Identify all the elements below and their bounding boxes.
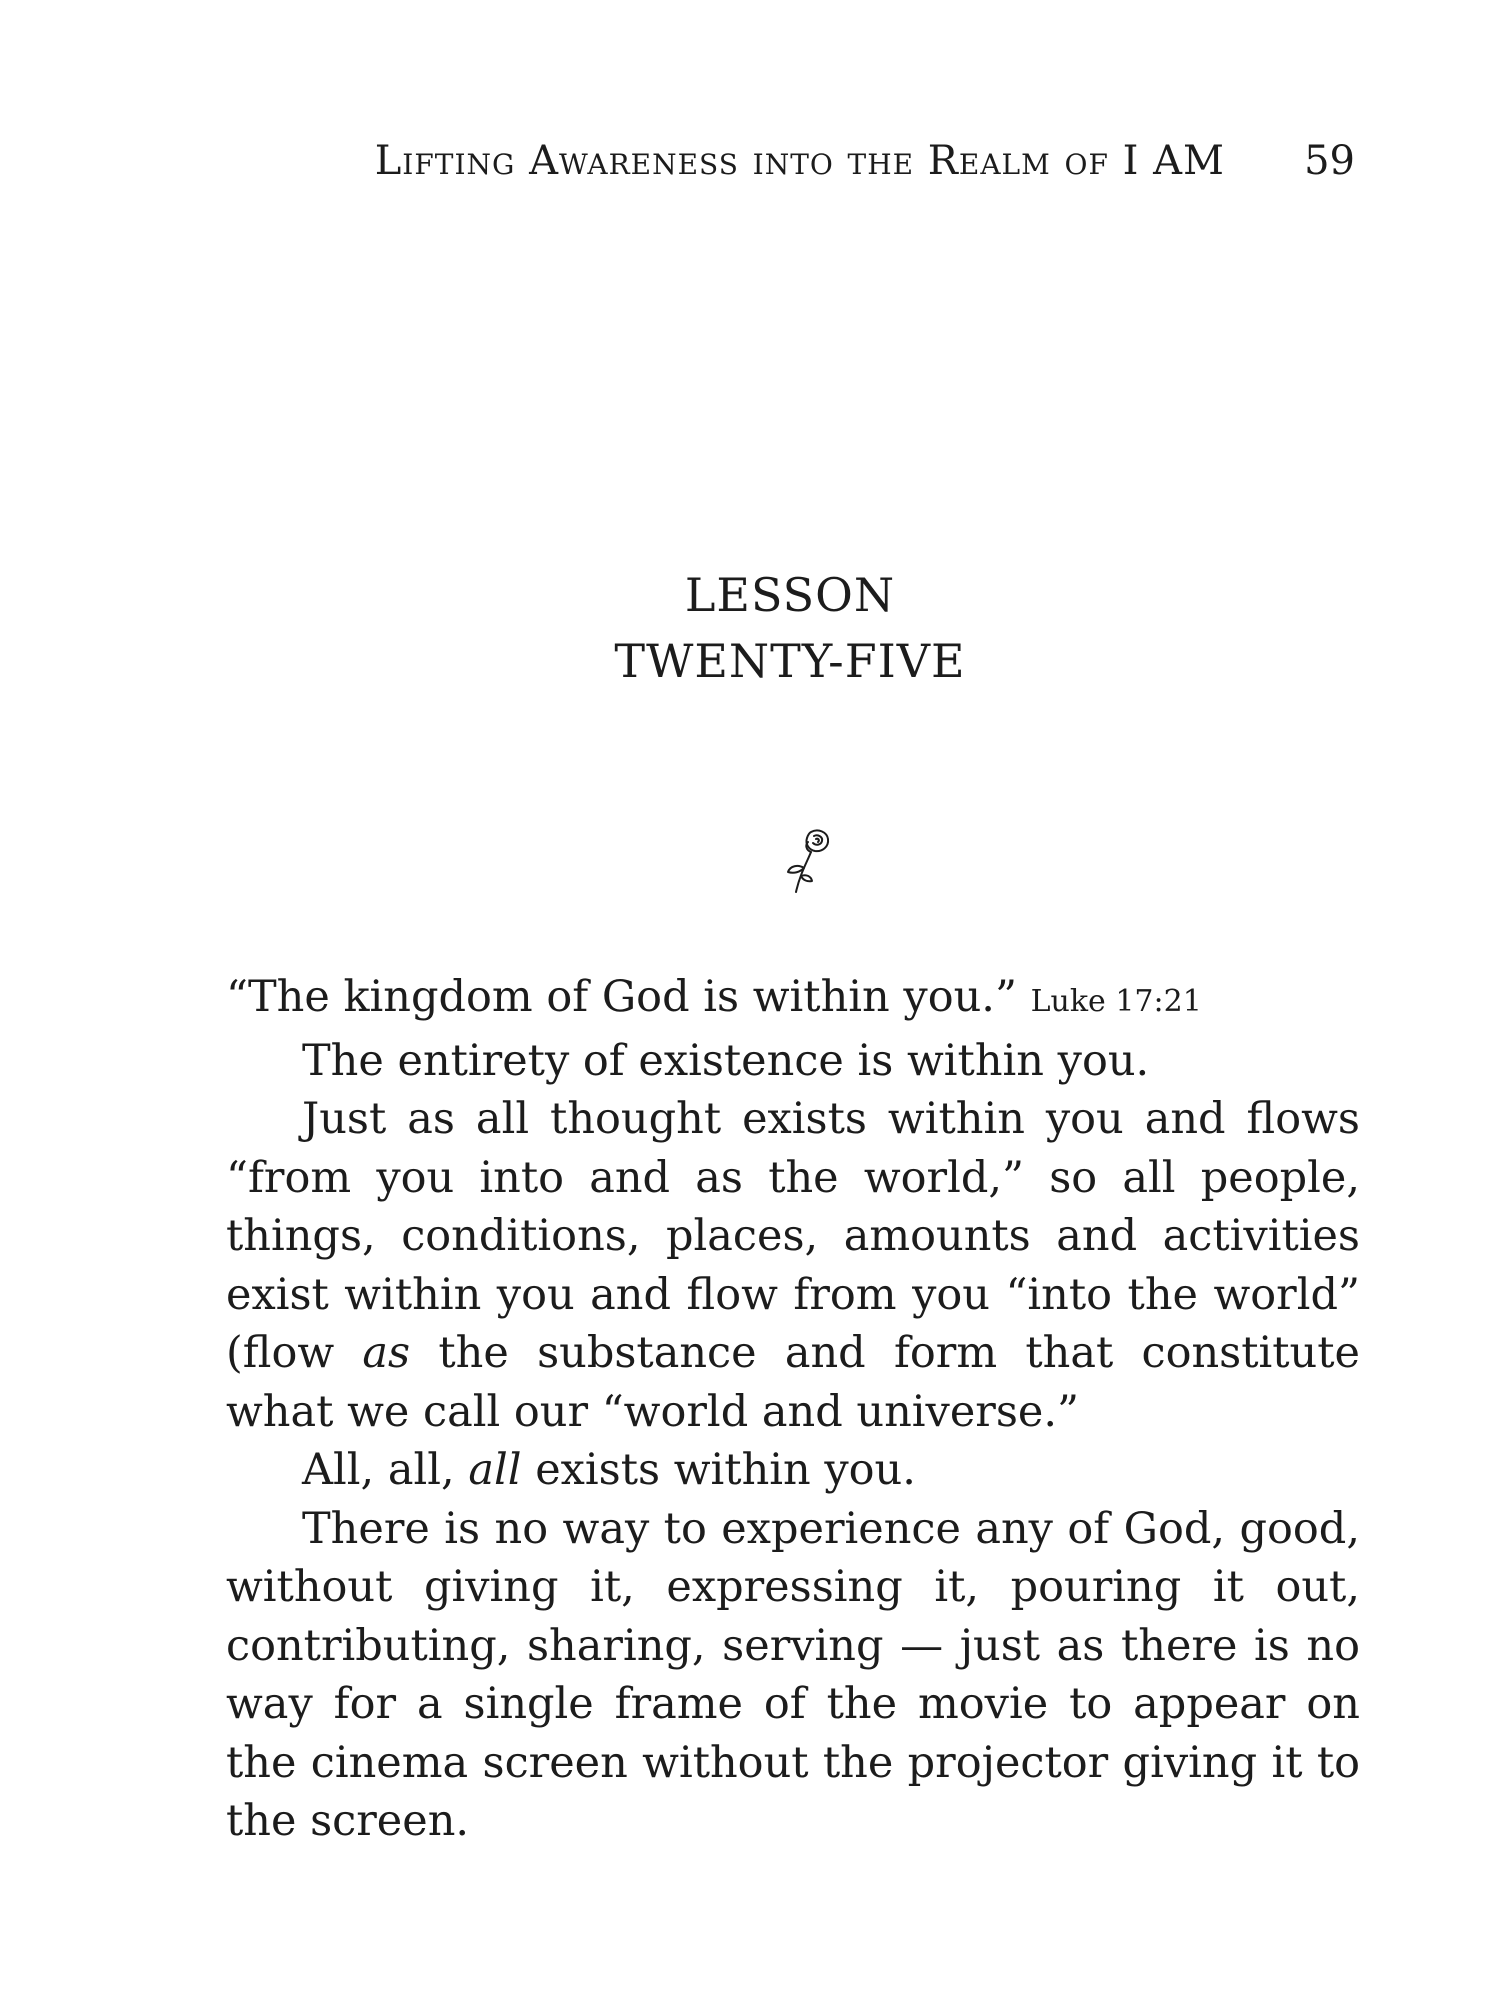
running-title: Lifting Awareness into the Realm of I AM <box>374 138 1225 184</box>
epigraph-citation: Luke 17:21 <box>1030 984 1202 1019</box>
paragraph-2-text-b: the substance and form that constitute what we call our “world and universe.” <box>226 1328 1360 1437</box>
paragraph-3-text-b: exists within you. <box>521 1445 916 1495</box>
paragraph-3 <box>226 1441 1360 1500</box>
lesson-heading <box>0 562 1500 694</box>
paragraph-3-text-a: All, all, <box>302 1445 469 1495</box>
paragraph-3-emphasis: all <box>468 1445 522 1495</box>
lesson-heading-line-2: TWENTY-FIVE <box>614 634 966 688</box>
rose-ornament-icon <box>778 826 838 896</box>
running-head <box>355 138 1355 198</box>
paragraph-4: There is no way to experience any of God, good, without giving it, expressing it, pouring it out, contributing, sharing, serving — just as there is no way for a single frame of the movie to appear on the cinema screen without the projector giving it to the screen. <box>226 1503 1360 1846</box>
lesson-heading-line-1: LESSON <box>684 568 896 622</box>
paragraph-2 <box>226 1090 1360 1441</box>
paragraph-2-text-a: Just as all thought exists within you and flows “from you into and as the world,” so all people, things, conditions, places, amounts and activities exist within you and flow from you “into the world” (flow <box>226 1094 1360 1378</box>
page-number: 59 <box>1304 138 1355 184</box>
paragraph-2-emphasis: as <box>362 1328 411 1378</box>
epigraph-quote: “The kingdom of God is within you.” <box>226 972 1017 1022</box>
epigraph <box>226 968 1360 1032</box>
lesson-body <box>226 968 1360 1851</box>
paragraph-1: The entirety of existence is within you. <box>302 1035 1150 1086</box>
